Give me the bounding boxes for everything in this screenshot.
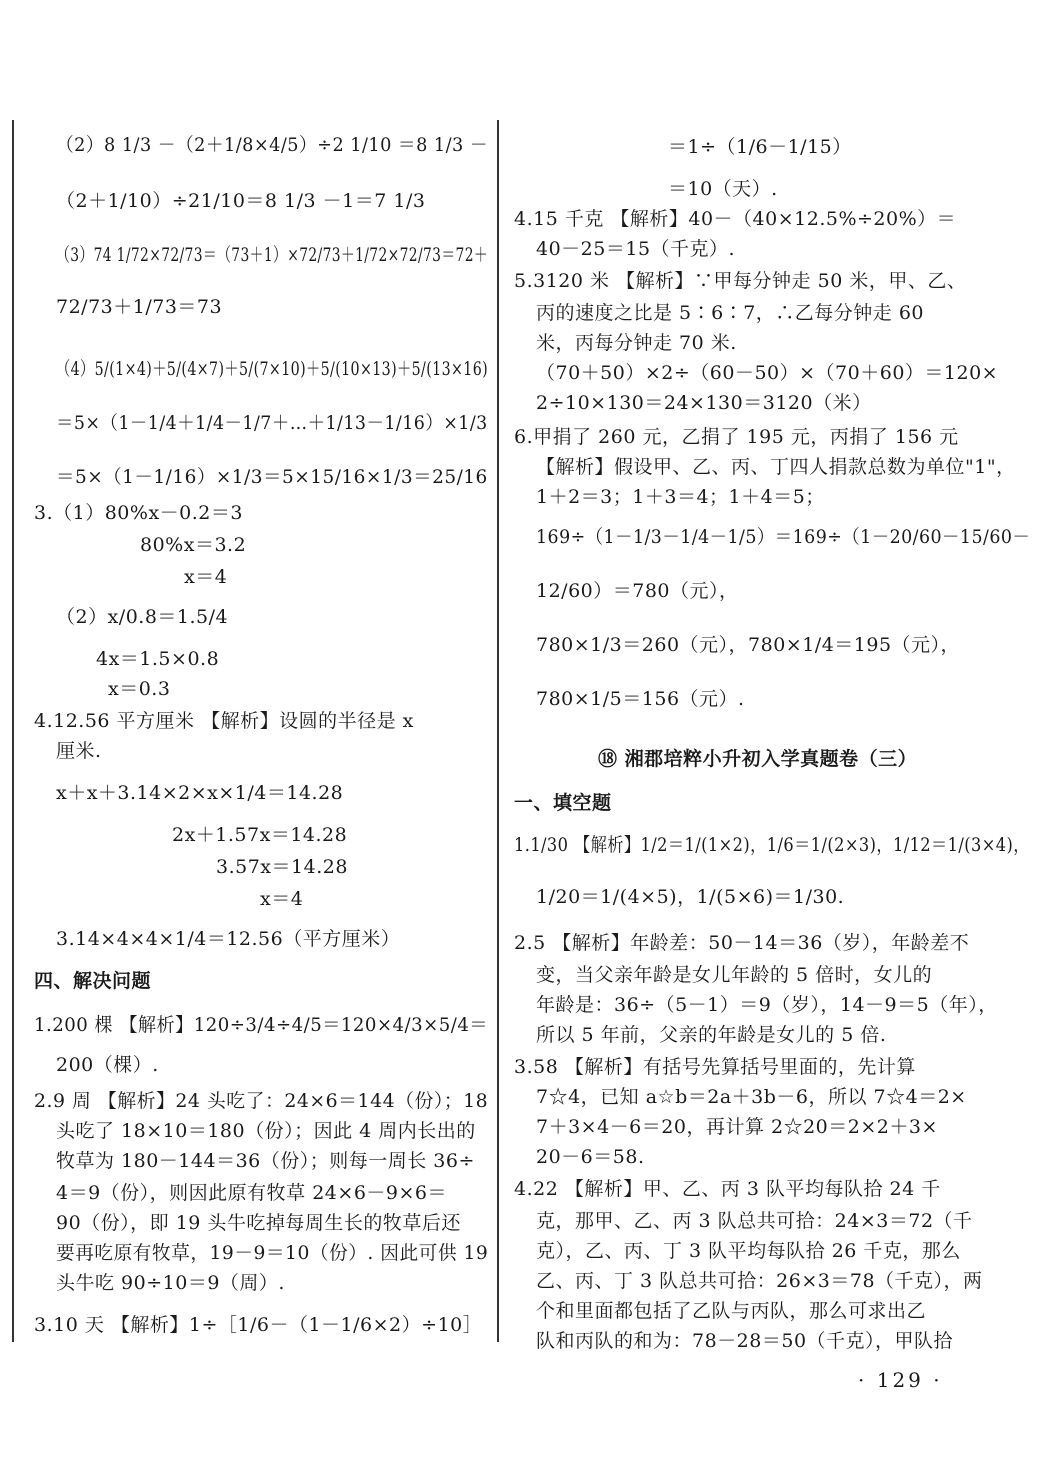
text-line: 头牛吃 90÷10＝9（周）. (56, 1272, 285, 1294)
text-line: 6.甲捐了 260 元，乙捐了 195 元，丙捐了 156 元 (514, 426, 959, 448)
text-line: ＝1÷（1/6－1/15） (668, 136, 852, 158)
text-line: 4.12.56 平方厘米 【解析】设圆的半径是 x (34, 710, 414, 732)
text-line: 169÷（1－1/3－1/4－1/5）＝169÷（1－20/60－15/60－ (536, 526, 1031, 548)
text-line: 2÷10×130＝24×130＝3120（米） (536, 392, 872, 414)
text-line: 4.15 千克 【解析】40－（40×12.5%÷20%）＝ (514, 208, 957, 230)
text-line: 4.22 【解析】甲、乙、丙 3 队平均每队拾 24 千 (514, 1178, 941, 1200)
text-line: 2.9 周 【解析】24 头吃了：24×6＝144（份）；18 (34, 1090, 489, 1112)
text-line: 3.（1）80%x－0.2＝3 (34, 502, 243, 524)
text-line: 头吃了 18×10＝180（份）；因此 4 周内长出的 (56, 1120, 476, 1142)
text-line: （2）8 1/3 －（2＋1/8×4/5）÷2 1/10 ＝8 1/3 － (56, 134, 488, 156)
text-line: 72/73＋1/73＝73 (56, 296, 223, 318)
left-margin-rule (12, 120, 14, 1342)
text-line: 乙、丙、丁 3 队总共可拾：26×3＝78（千克），两 (536, 1270, 983, 1292)
text-line: x＝4 (260, 888, 304, 910)
text-line: 12/60）＝780（元）， (536, 580, 739, 602)
exam-title: ⑱ 湘郡培粹小升初入学真题卷（三） (598, 748, 918, 770)
section-heading: 四、解决问题 (34, 970, 152, 992)
text-line: 3.14×4×4×1/4＝12.56（平方厘米） (56, 928, 401, 950)
text-line: 克），乙、丙、丁 3 队平均每队拾 26 千克，那么 (536, 1240, 961, 1262)
text-line: 米，丙每分钟走 70 米. (536, 332, 737, 354)
text-line: 780×1/5＝156（元）. (536, 688, 745, 710)
text-line: x＝0.3 (108, 678, 171, 700)
page-number: · 129 · (858, 1368, 943, 1392)
text-line: 90（份），即 19 头牛吃掉每周生长的牧草后还 (56, 1212, 461, 1234)
text-line: 780×1/3＝260（元），780×1/4＝195（元）， (536, 634, 961, 656)
text-line: 2x＋1.57x＝14.28 (172, 824, 348, 846)
text-line: （3）74 1/72×72/73＝（73＋1）×72/73＋1/72×72/73＝72＋ (56, 244, 489, 266)
text-line: 1.200 棵 【解析】120÷3/4÷4/5＝120×4/3×5/4＝ (34, 1014, 488, 1036)
text-line: ＝5×（1－1/16）×1/3＝5×15/16×1/3＝25/16 (56, 466, 488, 488)
text-line: 2.5 【解析】年龄差：50－14＝36（岁），年龄差不 (514, 932, 970, 954)
text-line: 80%x＝3.2 (140, 534, 247, 556)
text-line: 7＋3×4－6＝20，再计算 2☆20＝2×2＋3× (536, 1116, 938, 1138)
text-line: 年龄是：36÷（5－1）＝9（岁），14－9＝5（年）， (536, 994, 998, 1016)
text-line: ＝10（天）. (668, 178, 778, 200)
text-line: 1.1/30 【解析】1/2＝1/(1×2)，1/6＝1/(2×3)，1/12＝1/(3×4)， (514, 834, 1030, 856)
text-line: （2＋1/10）÷21/10＝8 1/3 －1＝7 1/3 (56, 190, 426, 212)
text-line: 1/20＝1/(4×5)，1/(5×6)＝1/30. (536, 886, 845, 908)
text-line: 20－6＝58. (536, 1146, 645, 1168)
text-line: 40－25＝15（千克）. (536, 238, 736, 260)
text-line: 4＝9（份），则因此原有牧草 24×6－9×6＝ (56, 1182, 447, 1204)
text-line: 要再吃原有牧草，19－9＝10（份）. 因此可供 19 (56, 1242, 489, 1264)
text-line: 克，那甲、乙、丙 3 队总共可拾：24×3＝72（千 (536, 1210, 973, 1232)
text-line: 【解析】假设甲、乙、丙、丁四人捐款总数为单位"1"， (536, 456, 1016, 478)
text-line: x＋x＋3.14×2×x×1/4＝14.28 (56, 782, 344, 804)
text-line: 7☆4，已知 a☆b＝2a＋3b－6，所以 7☆4＝2× (536, 1086, 967, 1108)
text-line: 5.3120 米 【解析】∵甲每分钟走 50 米，甲、乙、 (514, 270, 967, 292)
text-line: 个和里面都包括了乙队与丙队，那么可求出乙 (536, 1300, 927, 1322)
text-line: （2）x/0.8＝1.5/4 (56, 606, 229, 628)
text-line: 200（棵）. (56, 1054, 159, 1076)
text-line: 丙的速度之比是 5∶6∶7，∴乙每分钟走 60 (536, 302, 925, 324)
text-line: 变，当父亲年龄是女儿年龄的 5 倍时，女儿的 (536, 964, 933, 986)
column-divider (497, 120, 499, 1342)
text-line: （4）5/(1×4)＋5/(4×7)＋5/(7×10)＋5/(10×13)＋5/(13×16) (56, 358, 489, 380)
text-line: 3.57x＝14.28 (216, 856, 348, 878)
text-line: 4x＝1.5×0.8 (96, 648, 220, 670)
text-line: 1＋2＝3；1＋3＝4；1＋4＝5； (536, 486, 825, 508)
section-heading: 一、填空题 (514, 792, 612, 814)
text-line: 3.58 【解析】有括号先算括号里面的，先计算 (514, 1056, 916, 1078)
text-line: 厘米. (56, 740, 102, 762)
text-line: ＝5×（1－1/4＋1/4－1/7＋…＋1/13－1/16）×1/3 (56, 412, 488, 434)
text-line: 3.10 天 【解析】1÷［1/6－（1－1/6×2）÷10］ (34, 1314, 483, 1336)
text-line: 所以 5 年前，父亲的年龄是女儿的 5 倍. (536, 1024, 887, 1046)
text-line: 牧草为 180－144＝36（份）；则每一周长 36÷ (56, 1150, 475, 1172)
text-line: 队和丙队的和为：78－28＝50（千克），甲队拾 (536, 1330, 954, 1352)
text-line: （70＋50）×2÷（60－50）×（70＋60）＝120× (536, 362, 999, 384)
text-line: x＝4 (184, 566, 228, 588)
